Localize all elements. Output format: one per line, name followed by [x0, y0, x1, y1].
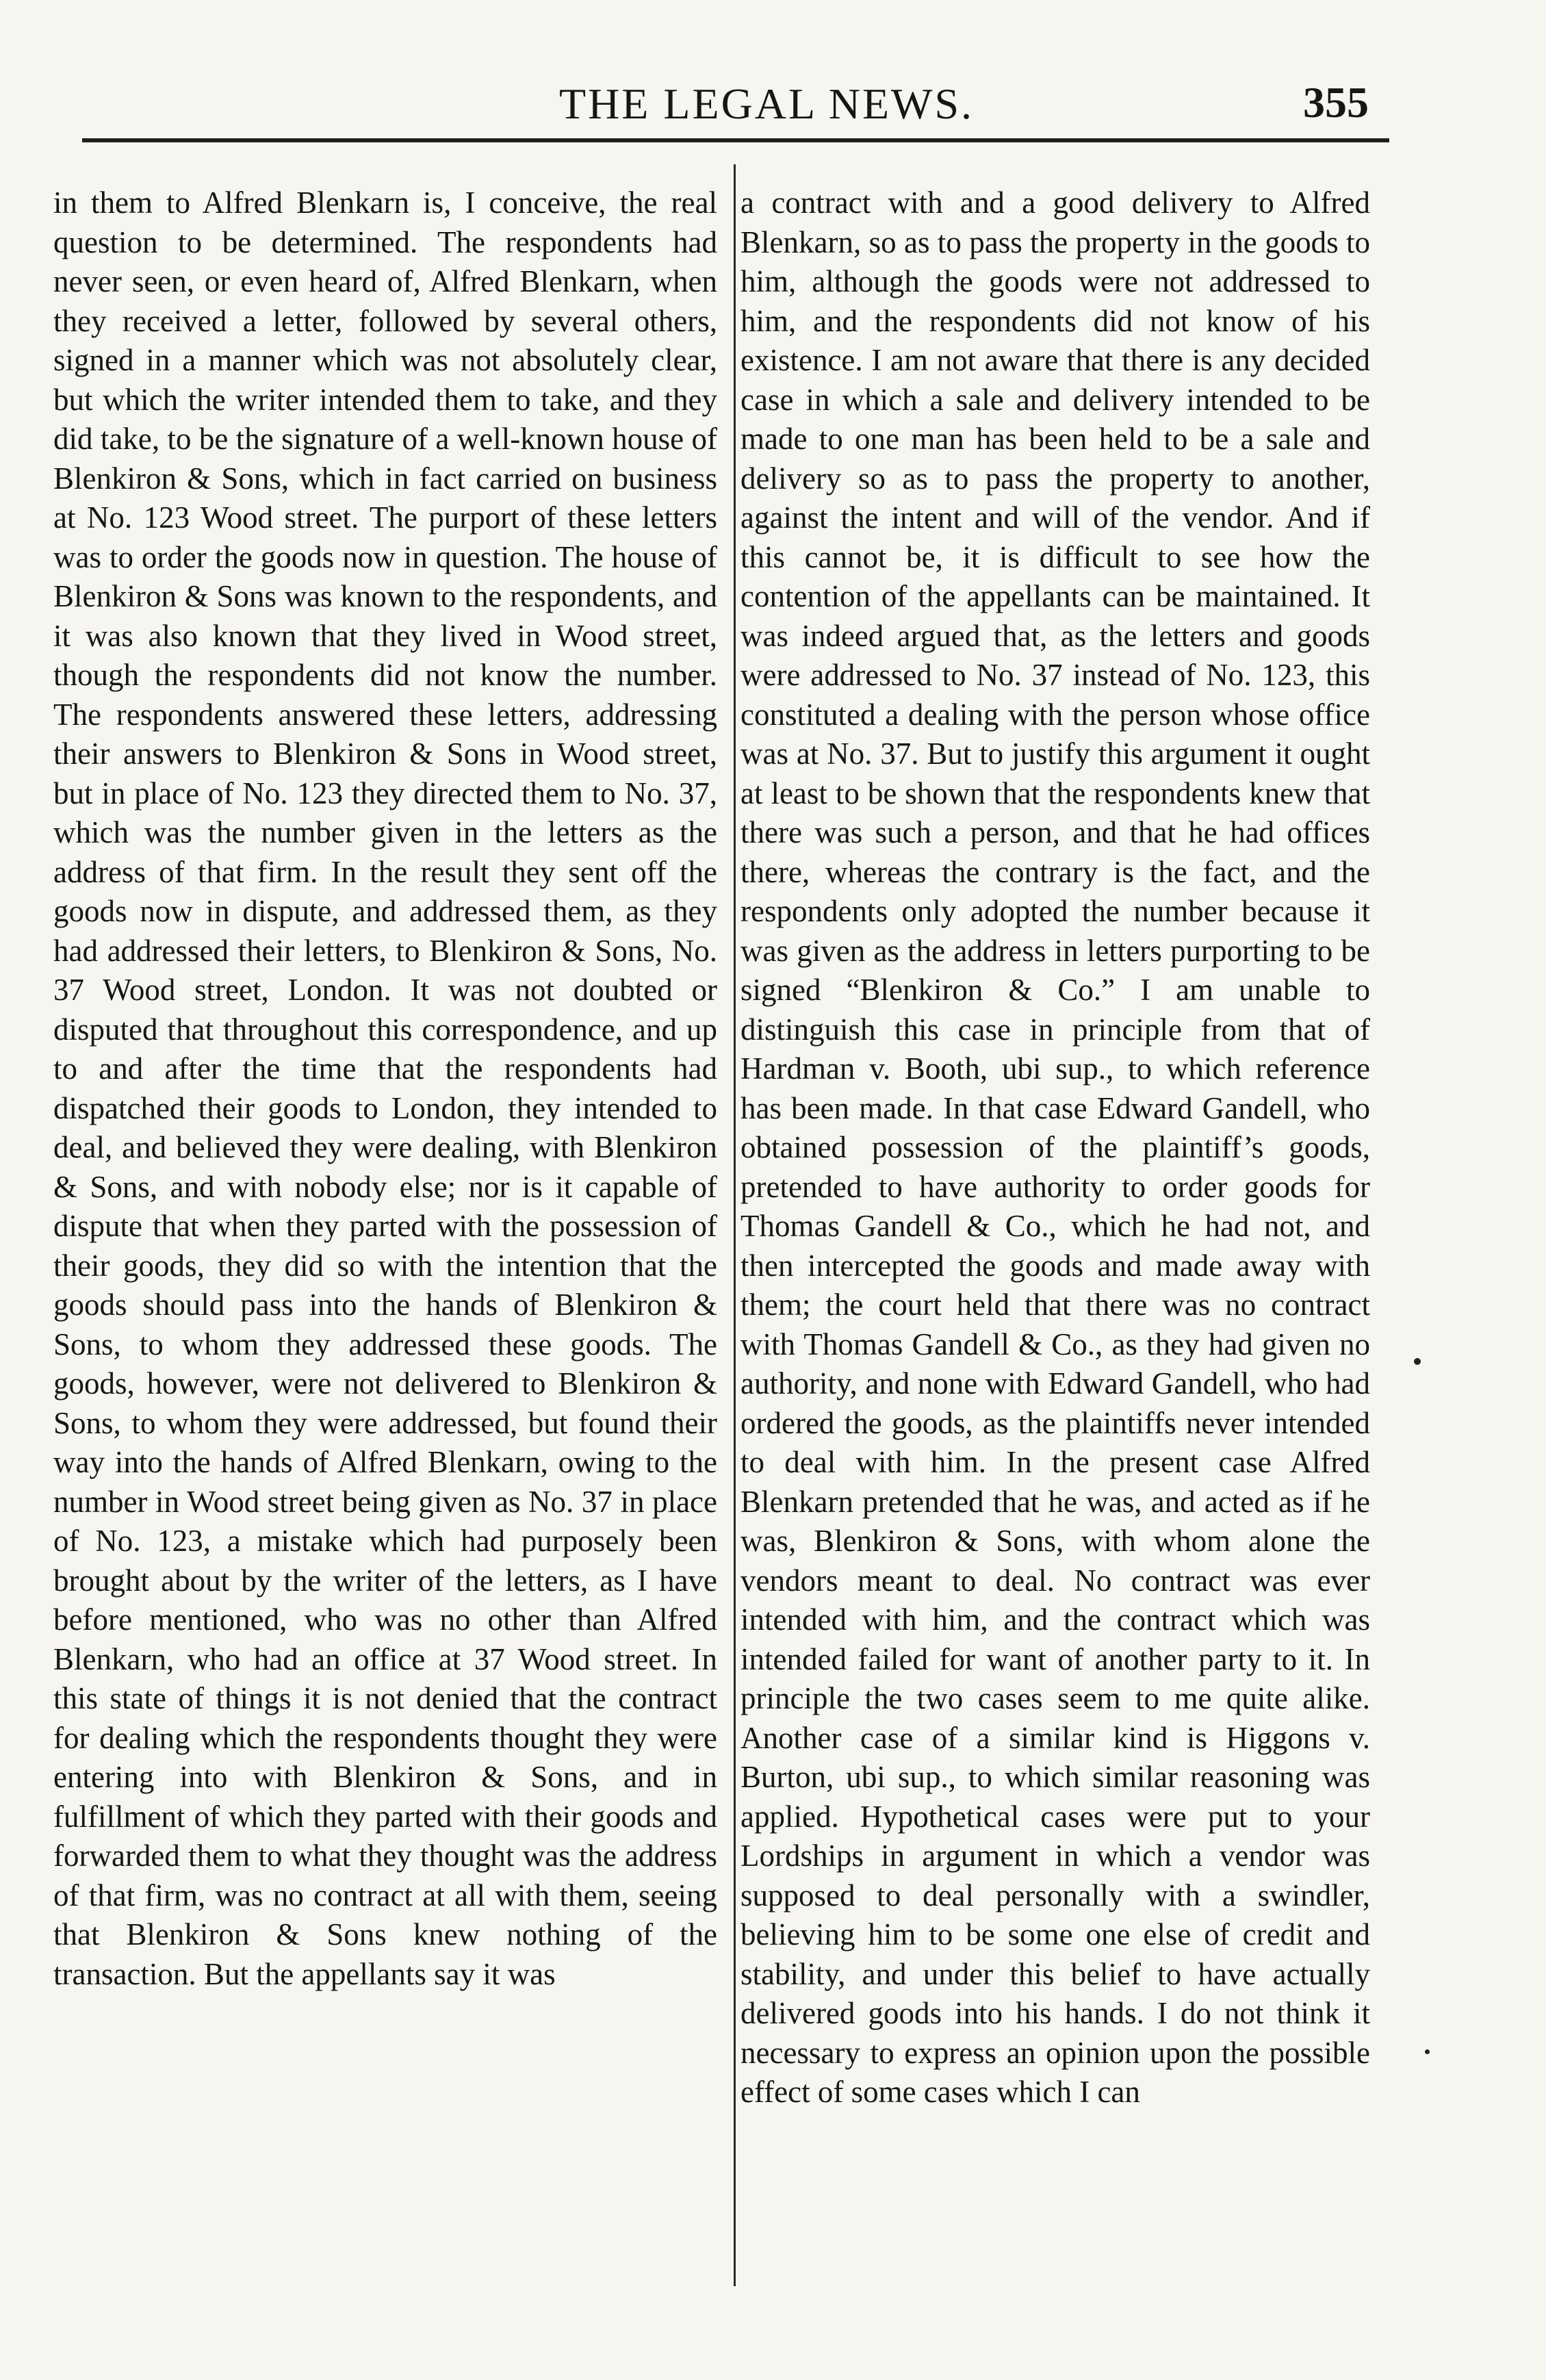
right-column-text: a contract with and a good delivery to Alfred Blenkarn, so as to pass the property in the goods to him, although the goods were not addressed to him, and the respondents did not know of his existence. I am not aware that there is any decided case in which a sale and delivery intended to be made to one man has been held to be a sale and delivery so as to pass the property to another, against the intent and will of the vendor. And if this cannot be, it is difficult to see how the contention of the appellants can be maintained. It was indeed argued that, as the letters and goods were addressed to No. 37 instead of No. 123, this constituted a dealing with the person whose office was at No. 37. But to justify this argument it ought at least to be shown that the respondents knew that there was such a person, and that he had offices there, whereas the contrary is the fact, and the respondents only adopted the number because it was given as the address in letters purporting to be signed “Blenkiron & Co.” I am unable to distinguish this case in principle from that of Hardman v. Booth, ubi sup., to which reference has been made. In that case Edward Gandell, who obtained possession of the plaintiff’s goods, pretended to have authority to order goods for Thomas Gandell & Co., which he had not, and then intercepted the goods and made away with them; the court held that there was no contract with Thomas Gandell & Co., as they had given no authority, and none with Edward Gandell, who had ordered the goods, as the plaintiffs never intended to deal with him. In the present case Alfred Blenkarn pretended that he was, and acted as if he was, Blenkiron & Sons, with whom alone the vendors meant to deal. No contract was ever intended with him, and the contract which was intended failed for want of another party to it. In principle the two cases seem to me quite alike. Another case of a similar kind is Higgons v. Burton, ubi sup., to which similar reasoning was applied. Hypothetical cases were put to your Lordships in argument in which a vendor was supposed to deal personally with a swindler, believing him to be some one else of credit and stability, and under this belief to have actually delivered goods into his hands. I do not think it necessary to express an opinion upon the possible effect of some cases which I can — [740, 185, 1370, 2109]
running-head — [82, 68, 1451, 137]
print-speck — [1425, 2049, 1430, 2054]
left-column-text: in them to Alfred Blenkarn is, I conceive, the real question to be determined. The respondents had never seen, or even heard of, Alfred Blenkarn, when they received a letter, followed by several others, signed in a manner which was not absolutely clear, but which the writer intended them to take, and they did take, to be the signature of a well-known house of Blenkiron & Sons, which in fact carried on business at No. 123 Wood street. The purport of these letters was to order the goods now in question. The house of Blenkiron & Sons was known to the respondents, and it was also known that they lived in Wood street, though the respondents did not know the number. The respondents answered these letters, addressing their answers to Blenkiron & Sons in Wood street, but in place of No. 123 they directed them to No. 37, which was the number given in the letters as the address of that firm. In the result they sent off the goods now in dispute, and addressed them, as they had addressed their letters, to Blenkiron & Sons, No. 37 Wood street, London. It was not doubted or disputed that throughout this correspondence, and up to and after the time that the respondents had dispatched their goods to London, they intended to deal, and believed they were dealing, with Blenkiron & Sons, and with nobody else; nor is it capable of dispute that when they parted with the possession of their goods, they did so with the intention that the goods should pass into the hands of Blenkiron & Sons, to whom they addressed these goods. The goods, however, were not delivered to Blenkiron & Sons, to whom they were addressed, but found their way into the hands of Alfred Blenkarn, owing to the number in Wood street being given as No. 37 in place of No. 123, a mistake which had purposely been brought about by the writer of the letters, as I have before mentioned, who was no other than Alfred Blenkarn, who had an office at 37 Wood street. In this state of things it is not denied that the contract for dealing which the respondents thought they were entering into with Blenkiron & Sons, and in fulfillment of which they parted with their goods and forwarded them to what they thought was the address of that firm, was no contract at all with them, seeing that Blenkiron & Sons knew nothing of the transaction. But the appellants say it was — [53, 185, 717, 1991]
journal-title: THE LEGAL NEWS. — [558, 79, 975, 128]
print-speck — [1414, 1358, 1421, 1365]
header-rule — [82, 138, 1389, 142]
page-number: 355 — [1303, 78, 1369, 127]
right-column — [740, 183, 1370, 2112]
left-column — [53, 183, 717, 1994]
column-divider — [734, 164, 736, 2286]
